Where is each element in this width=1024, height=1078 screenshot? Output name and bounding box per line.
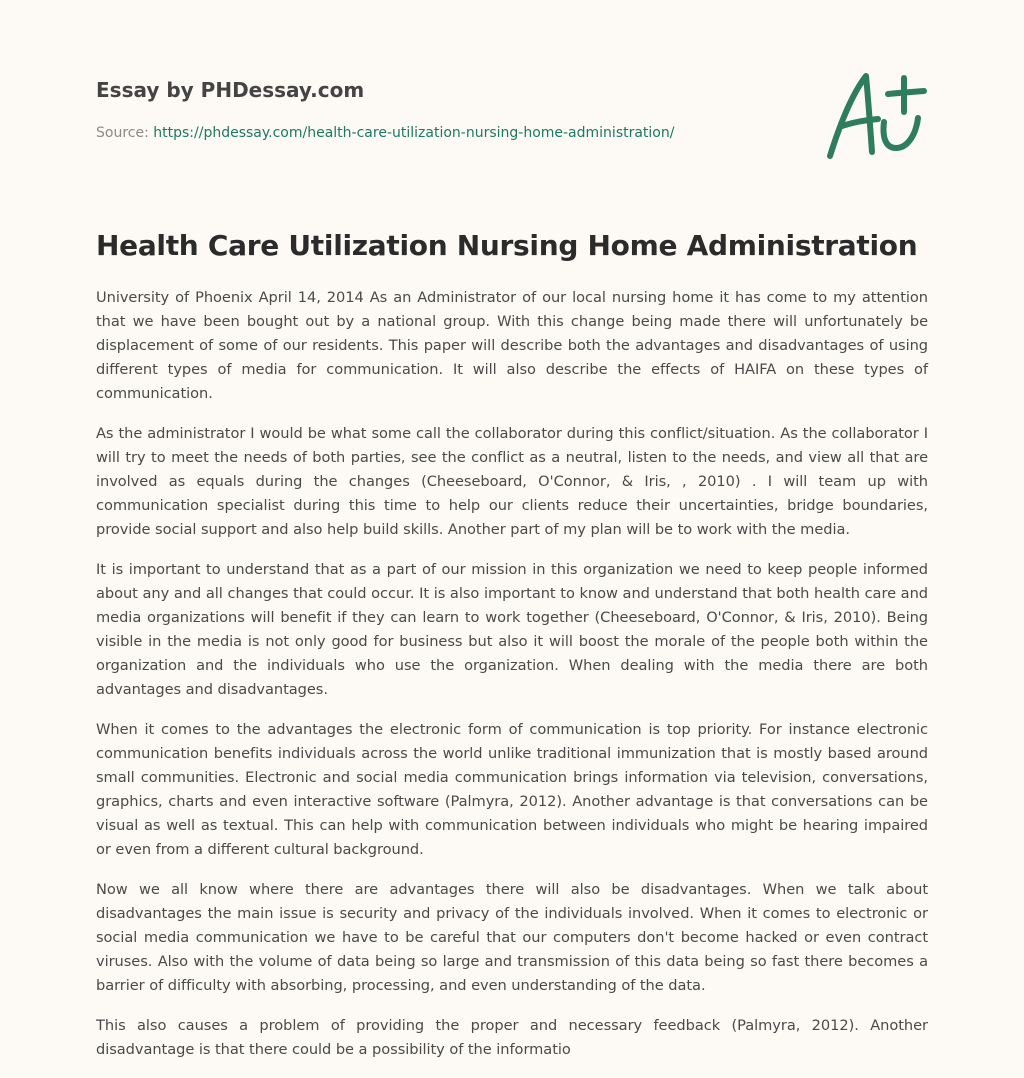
paragraph: Now we all know where there are advantages there will also be disadvantages. When we talk about disadvantages the main issue is security and privacy of the individuals involved. When it comes to electronic or social media communication we have to be careful that our computers don't become hacked or even contract viruses. Also with the volume of data being so large and transmission of this data being so fast there becomes a barrier of difficulty with absorbing, processing, and even understanding of the data.: [96, 881, 928, 994]
paragraph: As the administrator I would be what some call the collaborator during this conflict/situation. As the collaborator I will try to meet the needs of both parties, see the conflict as a neutral, listen to the needs, and view all that are involved as equals during the changes (Cheeseboard, O'Connor, & Iris, , 2010) . I will team up with communication specialist during this time to help our clients reduce their uncertainties, bridge boundaries, provide social support and also help build skills. Another part of my plan will be to work with the media.: [96, 425, 928, 538]
article-body: [96, 286, 928, 1078]
paragraph: This also causes a problem of providing the proper and necessary feedback (Palmyra, 2012). Another disadvantage is that there could be a possibility of the informatio: [96, 1017, 928, 1058]
paragraph: University of Phoenix April 14, 2014 As an Administrator of our local nursing home it has come to my attention that we have been bought out by a national group. With this change being made there will unfortunately be displacement of some of our residents. This paper will describe both the advantages and disadvantages of using different types of media for communication. It will also describe the effects of HAIFA on these types of communication.: [96, 289, 928, 402]
article-title: Health Care Utilization Nursing Home Administration: [96, 229, 918, 262]
source-label: Source:: [96, 125, 149, 141]
paragraph: When it comes to the advantages the electronic form of communication is top priority. For instance electronic communication benefits individuals across the world unlike traditional immunization that is mostly based around small communities. Electronic and social media communication brings information via television, conversations, graphics, charts and even interactive software (Palmyra, 2012). Another advantage is that conversations can be visual as well as textual. This can help with communication between individuals who might be hearing impaired or even from a different cultural background.: [96, 721, 928, 858]
a-plus-logo-graphic: [820, 64, 932, 168]
paragraph: It is important to understand that as a part of our mission in this organization we need to keep people informed about any and all changes that could occur. It is also important to know and understand that both health care and media organizations will benefit if they can learn to work together (Cheeseboard, O'Connor, & Iris, 2010). Being visible in the media is not only good for business but also it will boost the morale of the people both within the organization and the individuals who use the organization. When dealing with the media there are both advantages and disadvantages.: [96, 561, 928, 698]
source-line: [96, 123, 926, 143]
site-title: Essay by PHDessay.com: [96, 78, 365, 102]
source-link[interactable]: https://phdessay.com/health-care-utilization-nursing-home-administration/: [153, 125, 675, 141]
a-plus-logo-icon: [820, 64, 932, 168]
document-header: [96, 74, 926, 143]
